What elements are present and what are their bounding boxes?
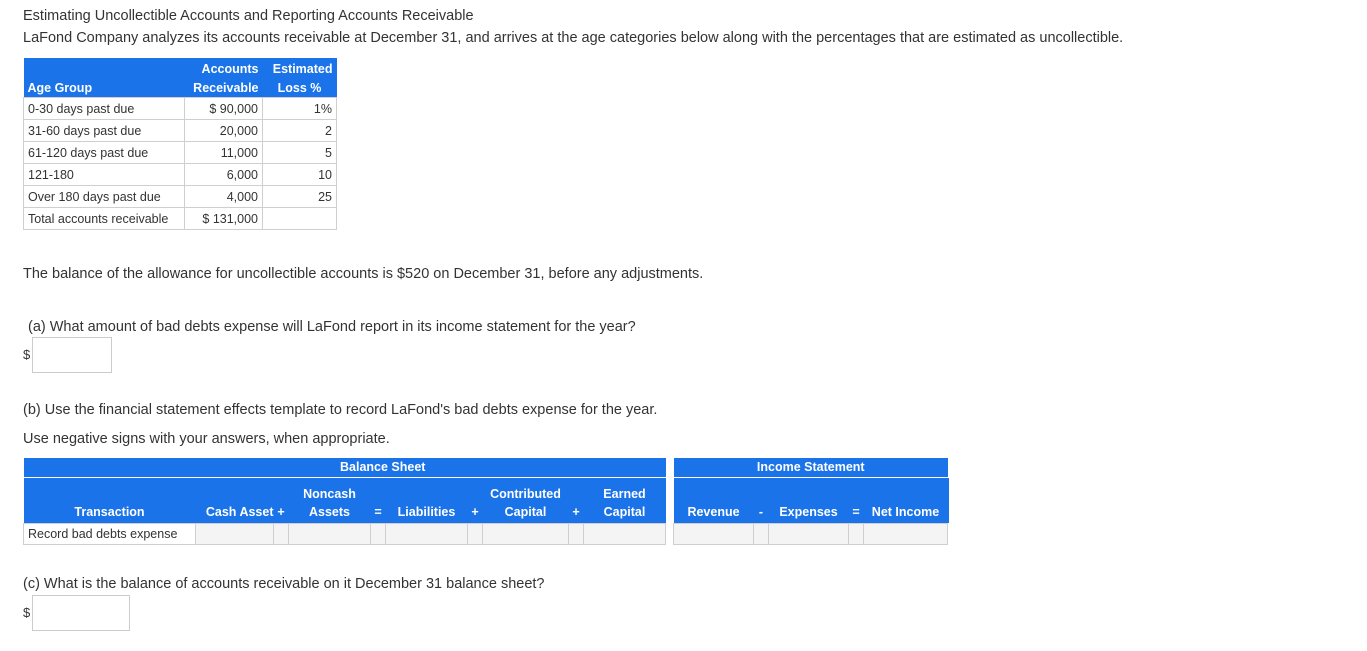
loss-pct-cell: 25: [263, 186, 337, 208]
plus-operator: +: [468, 477, 483, 523]
transaction-header: Transaction: [24, 477, 196, 523]
age-group-cell: 0-30 days past due: [24, 98, 185, 120]
contributed-capital-input[interactable]: [483, 523, 569, 544]
expenses-input[interactable]: [769, 523, 849, 544]
revenue-header: Revenue: [674, 477, 754, 523]
spacer: [948, 523, 949, 544]
table-row: [24, 164, 337, 186]
age-table-header-row-2: [24, 78, 337, 98]
dollar-sign-c: $: [23, 605, 31, 620]
noncash-line2: Assets: [309, 504, 350, 519]
question-b: (b) Use the financial statement effects template to record LaFond's bad debts expense for the year.: [23, 402, 658, 418]
ar-header-line2: Receivable: [185, 78, 263, 98]
ar-header-line1: Accounts: [185, 58, 263, 78]
loss-pct-cell: 10: [263, 164, 337, 186]
template-entry-row: [24, 523, 949, 544]
loss-header-line1: Estimated: [263, 58, 337, 78]
loss-pct-cell: 5: [263, 142, 337, 164]
contributed-line2: Capital: [504, 504, 547, 519]
question-a: (a) What amount of bad debts expense will LaFond report in its income statement for the year?: [28, 319, 636, 335]
cash-asset-header: Cash Asset: [196, 477, 274, 523]
instruction-b: Use negative signs with your answers, when appropriate.: [23, 431, 390, 447]
contributed-line1: Contributed: [490, 486, 561, 501]
contributed-capital-header: [483, 477, 569, 523]
plus-operator: +: [569, 477, 584, 523]
income-statement-header: Income Statement: [674, 458, 949, 477]
net-income-input[interactable]: [864, 523, 948, 544]
allowance-text: The balance of the allowance for uncollectible accounts is $520 on December 31, before any adjustments.: [23, 266, 704, 282]
operator-cell: [569, 523, 584, 544]
balance-sheet-header: [24, 458, 667, 477]
ar-cell: 4,000: [185, 186, 263, 208]
loss-pct-cell: 2: [263, 120, 337, 142]
total-row: [24, 208, 337, 230]
total-ar-cell: $ 131,000: [185, 208, 263, 230]
loss-pct-cell: 1%: [263, 98, 337, 120]
age-group-cell: 61-120 days past due: [24, 142, 185, 164]
equals-operator: =: [849, 477, 864, 523]
minus-operator: -: [754, 477, 769, 523]
age-group-header: Age Group: [24, 78, 185, 98]
dollar-sign-a: $: [23, 347, 31, 362]
total-label-cell: Total accounts receivable: [24, 208, 185, 230]
earned-line2: Capital: [603, 504, 646, 519]
ar-cell: 11,000: [185, 142, 263, 164]
table-row: [24, 186, 337, 208]
ar-cell: 20,000: [185, 120, 263, 142]
template-header-row-2: [24, 477, 949, 523]
revenue-input[interactable]: [674, 523, 754, 544]
table-row: [24, 142, 337, 164]
total-pct-cell: [263, 208, 337, 230]
table-row: [24, 120, 337, 142]
operator-cell: [468, 523, 483, 544]
noncash-assets-header: [289, 477, 371, 523]
liabilities-input[interactable]: [386, 523, 468, 544]
age-group-cell: 121-180: [24, 164, 185, 186]
bad-debts-expense-input[interactable]: [32, 337, 112, 373]
age-group-cell: 31-60 days past due: [24, 120, 185, 142]
age-table-header-blank: [24, 58, 185, 78]
equals-operator: =: [371, 477, 386, 523]
intro-text: LaFond Company analyzes its accounts receivable at December 31, and arrives at the age categories below along with the percentages that are estimated as uncollectible.: [23, 30, 1124, 46]
age-table-header-row-1: [24, 58, 337, 78]
earned-capital-header: [584, 477, 666, 523]
operator-cell: [754, 523, 769, 544]
ar-cell: $ 90,000: [185, 98, 263, 120]
fs-effects-template: [23, 458, 948, 545]
loss-header-line2: Loss %: [263, 78, 337, 98]
expenses-header: Expenses: [769, 477, 849, 523]
net-income-header: Net Income: [864, 477, 948, 523]
accounts-receivable-balance-input[interactable]: [32, 595, 130, 631]
age-table: [23, 58, 337, 230]
page-title: Estimating Uncollectible Accounts and Reporting Accounts Receivable: [23, 8, 474, 24]
operator-cell: [849, 523, 864, 544]
spacer: [948, 477, 949, 523]
balance-sheet-label: Balance Sheet: [340, 460, 426, 475]
template-gap: [666, 458, 674, 477]
liabilities-header: Liabilities: [386, 477, 468, 523]
plus-operator: +: [274, 477, 289, 523]
earned-line1: Earned: [603, 486, 646, 501]
earned-capital-input[interactable]: [584, 523, 666, 544]
table-row: [24, 98, 337, 120]
noncash-line1: Noncash: [303, 486, 356, 501]
operator-cell: [274, 523, 289, 544]
template-header-row-1: [24, 458, 949, 477]
template-gap: [666, 477, 674, 523]
template-gap: [666, 523, 674, 544]
noncash-assets-input[interactable]: [289, 523, 371, 544]
cash-asset-input[interactable]: [196, 523, 274, 544]
question-c: (c) What is the balance of accounts receivable on it December 31 balance sheet?: [23, 576, 545, 592]
record-bad-debts-label: Record bad debts expense: [24, 523, 196, 544]
ar-cell: 6,000: [185, 164, 263, 186]
operator-cell: [371, 523, 386, 544]
age-group-cell: Over 180 days past due: [24, 186, 185, 208]
